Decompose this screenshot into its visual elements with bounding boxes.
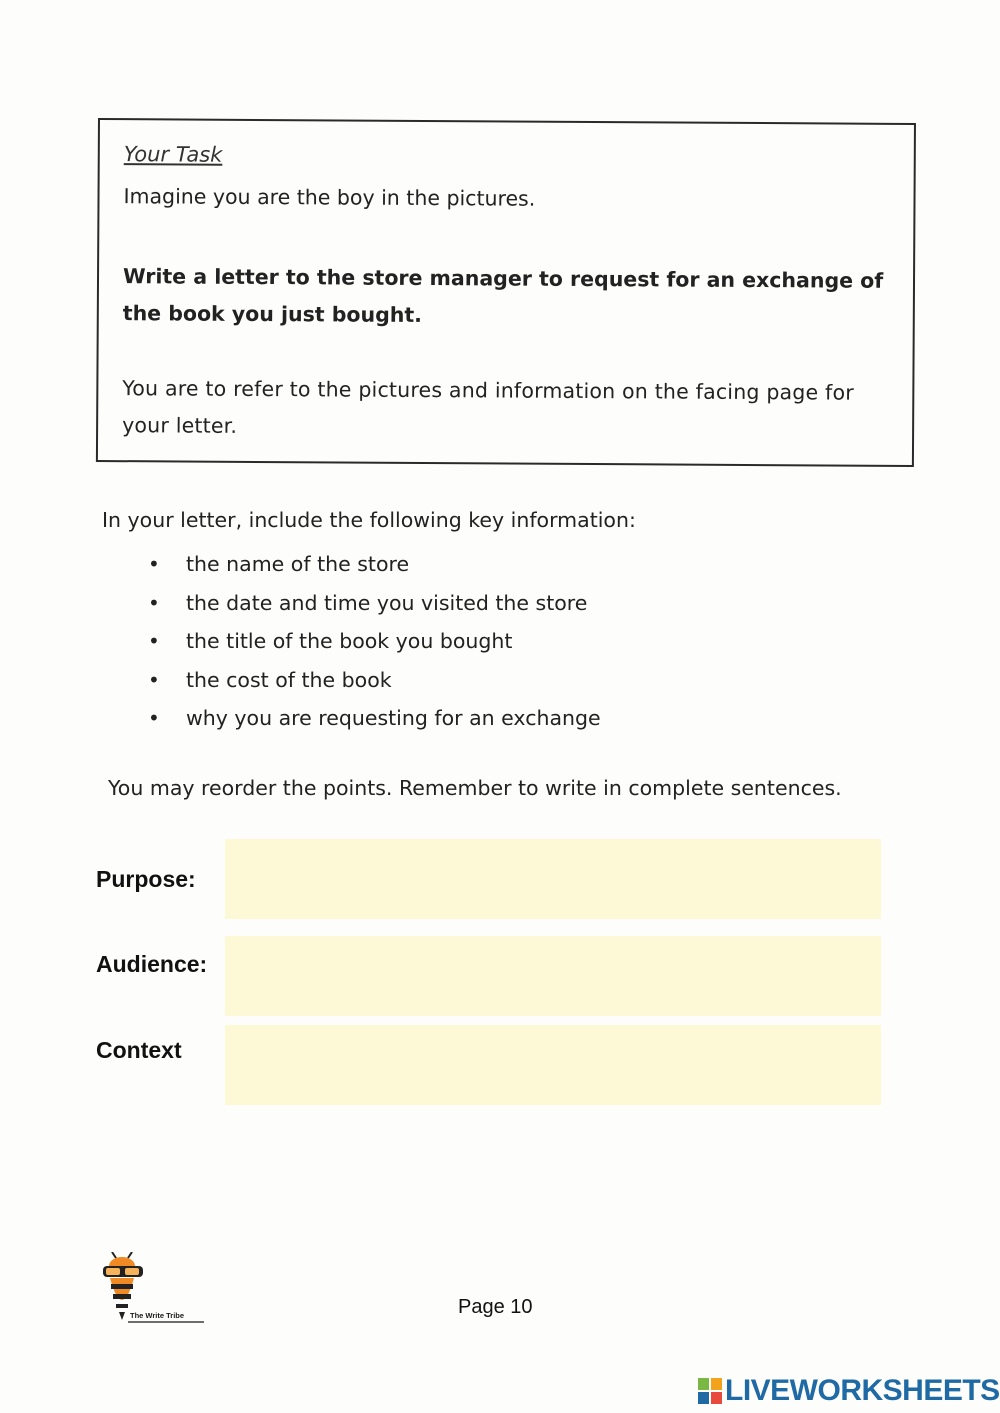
list-item: • the cost of the book: [148, 661, 601, 700]
list-item: • why you are requesting for an exchange: [148, 699, 601, 738]
task-instruction: Write a letter to the store manager to request for an exchange of the book you just bought.: [122, 264, 884, 327]
task-box: [96, 118, 916, 467]
page-number: Page 10: [458, 1296, 533, 1318]
key-info-list: [148, 545, 601, 738]
logo-text: The Write Tribe: [130, 1311, 185, 1320]
context-input[interactable]: [225, 1025, 881, 1105]
purpose-input[interactable]: [225, 839, 881, 919]
audience-label: Audience:: [96, 951, 208, 977]
liveworksheets-brand: [698, 1374, 1000, 1408]
task-refer-note: You are to refer to the pictures and information on the facing page for your letter.: [122, 376, 854, 438]
purpose-label: Purpose:: [96, 866, 196, 892]
task-heading: Your Task: [123, 142, 223, 167]
list-item: • the title of the book you bought: [148, 622, 601, 661]
task-intro: Imagine you are the boy in the pictures.: [123, 184, 536, 211]
liveworksheets-logo-icon: [698, 1378, 722, 1404]
bee-logo-icon: [100, 1252, 206, 1326]
key-info-intro: In your letter, include the following key information:: [102, 508, 636, 532]
liveworksheets-text: LIVEWORKSHEETS: [725, 1374, 1000, 1407]
list-item: • the name of the store: [148, 545, 601, 584]
list-item: • the date and time you visited the store: [148, 584, 601, 623]
remember-note: You may reorder the points. Remember to write in complete sentences.: [108, 776, 842, 800]
audience-input[interactable]: [225, 936, 881, 1016]
context-label: Context: [96, 1037, 182, 1063]
